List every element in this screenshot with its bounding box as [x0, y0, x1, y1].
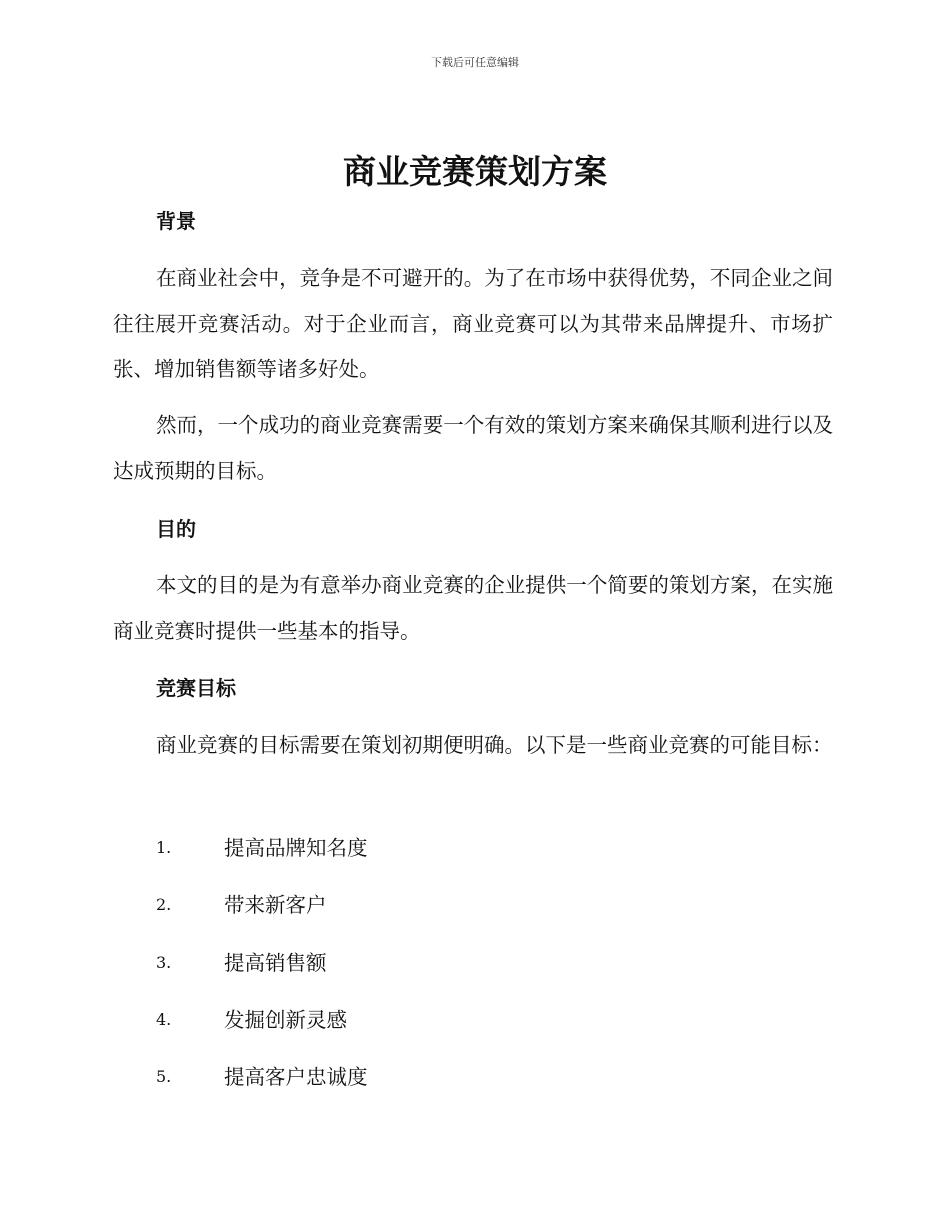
list-item-text: 提高客户忠诚度	[224, 1065, 368, 1089]
list-item-text: 发掘创新灵感	[224, 1008, 347, 1032]
list-item-text: 提高品牌知名度	[224, 836, 368, 860]
section-heading-purpose: 目的	[156, 517, 196, 541]
paragraph-goals-1: 商业竞赛的目标需要在策划初期便明确。以下是一些商业竞赛的可能目标：	[156, 733, 833, 757]
list-item-number: 3.	[156, 953, 172, 972]
list-item-number: 4.	[156, 1010, 172, 1029]
list-item-text: 带来新客户	[224, 893, 327, 917]
document-title: 商业竞赛策划方案	[343, 152, 607, 191]
section-heading-goals: 竞赛目标	[156, 676, 236, 700]
list-item-number: 2.	[156, 895, 172, 914]
list-item-number: 1.	[156, 838, 172, 857]
list-item	[156, 833, 368, 863]
paragraph-background-2: 然而，一个成功的商业竞赛需要一个有效的策划方案来确保其顺利进行以及达成预期的目标。	[113, 413, 833, 483]
paragraph-purpose-1: 本文的目的是为有意举办商业竞赛的企业提供一个简要的策划方案，在实施商业竞赛时提供一些基本的指导。	[113, 573, 833, 643]
list-item	[156, 948, 327, 978]
paragraph-background-1: 在商业社会中，竞争是不可避开的。为了在市场中获得优势，不同企业之间往往展开竞赛活动。对于企业而言，商业竞赛可以为其带来品牌提升、市场扩张、增加销售额等诸多好处。	[113, 266, 833, 381]
header-note: 下载后可任意编辑	[431, 56, 519, 69]
list-item	[156, 1005, 347, 1035]
list-item-text: 提高销售额	[224, 951, 327, 975]
section-heading-background: 背景	[156, 209, 196, 233]
list-item-number: 5.	[156, 1067, 172, 1086]
list-item	[156, 1062, 368, 1092]
list-item	[156, 890, 327, 920]
